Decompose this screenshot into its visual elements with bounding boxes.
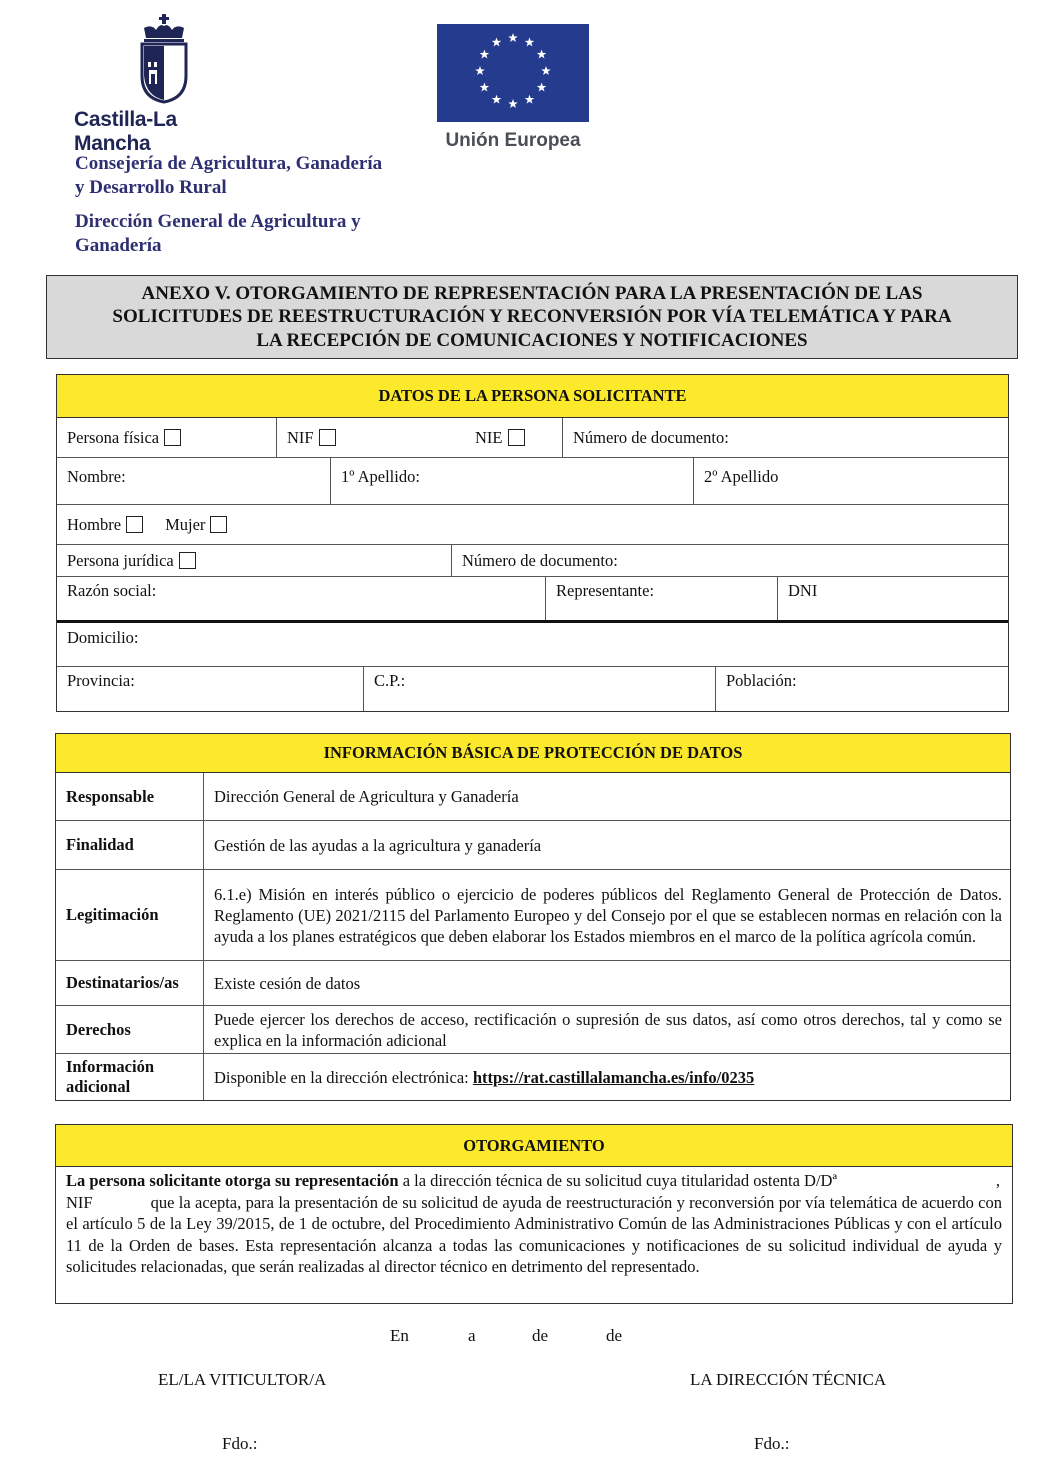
annex-title-line-1: ANEXO V. OTORGAMIENTO DE REPRESENTACIÓN PARA LA PRESENTACIÓN DE LAS [141, 282, 923, 304]
annex-title-line-3: LA RECEPCIÓN DE COMUNICACIONES Y NOTIFICACIONES [256, 329, 808, 351]
crown-shield-emblem-icon [138, 14, 190, 104]
protection-label: Información adicional [56, 1054, 204, 1100]
protection-row-informacion-adicional [56, 1054, 1010, 1100]
protection-value: Existe cesión de datos [214, 973, 361, 993]
location-row [57, 667, 1008, 711]
representante-label: Representante: [556, 581, 655, 600]
department-name: Consejería de Agricultura, Ganadería y Desarrollo Rural [75, 153, 383, 198]
razon-social-field[interactable] [57, 577, 545, 620]
protection-row-responsable [56, 773, 1010, 821]
grant-heading: OTORGAMIENTO [56, 1125, 1012, 1167]
annex-title-line-2: SOLICITUDES DE REESTRUCTURACIÓN Y RECONVERSIÓN POR VÍA TELEMÁTICA Y PARA [112, 306, 952, 328]
directorate-name: Dirección General de Agricultura y Ganadería [75, 211, 361, 256]
representante-field[interactable] [545, 577, 777, 620]
protection-label: Derechos [56, 1006, 204, 1053]
domicilio-field[interactable] [57, 623, 1008, 666]
castilla-la-mancha-logo [74, 14, 254, 155]
nif-label: NIF [287, 427, 314, 447]
provincia-label: Provincia: [67, 671, 135, 690]
document-number-field[interactable] [562, 418, 1008, 457]
persona-fisica-label: Persona física [67, 427, 160, 447]
regional-logo-text: Castilla-La Mancha [74, 108, 177, 155]
eu-star-icon [480, 50, 490, 59]
dni-label: DNI [788, 581, 818, 600]
place-date-a: a [468, 1326, 476, 1345]
grant-nif-label: NIF [66, 1192, 93, 1212]
document-number-label: Número de documento: [573, 427, 729, 447]
eu-star-icon [537, 83, 547, 92]
razon-social-label: Razón social: [67, 581, 157, 600]
protection-label: Legitimación [56, 870, 204, 960]
apellido1-field[interactable] [330, 458, 693, 504]
eu-stars-icon [437, 24, 589, 122]
eu-flag-logo [437, 24, 589, 122]
applicant-signature-role: EL/LA VITICULTOR/A [158, 1370, 327, 1389]
sex-row [57, 505, 1008, 545]
nif-checkbox[interactable] [319, 429, 336, 446]
cp-label: C.P.: [374, 671, 406, 690]
poblacion-field[interactable] [715, 667, 1008, 711]
protection-label: Finalidad [56, 821, 204, 869]
place-date-de-2: de [606, 1326, 623, 1345]
grant-bold-intro: La persona solicitante otorga su representación [66, 1171, 399, 1190]
legal-person-row [57, 545, 1008, 577]
protection-row-destinatarios [56, 961, 1010, 1006]
protection-row-finalidad [56, 821, 1010, 870]
protection-row-derechos [56, 1006, 1010, 1054]
protection-label: Responsable [56, 773, 204, 820]
eu-star-icon [537, 50, 547, 59]
domicilio-label: Domicilio: [67, 628, 139, 647]
company-row [57, 577, 1008, 623]
apellido1-label: 1º Apellido: [341, 467, 420, 486]
additional-info-link[interactable]: https://rat.castillalamancha.es/info/0235 [472, 1067, 755, 1087]
poblacion-label: Población: [726, 671, 797, 690]
dni-field[interactable] [777, 577, 1008, 620]
protection-value: Dirección General de Agricultura y Ganadería [214, 787, 519, 806]
data-protection-heading: INFORMACIÓN BÁSICA DE PROTECCIÓN DE DATOS [56, 734, 1010, 773]
eu-star-icon [541, 66, 551, 75]
address-row [57, 623, 1008, 667]
applicant-data-section [56, 374, 1009, 712]
persona-juridica-label: Persona jurídica [67, 550, 174, 570]
legal-document-number-field[interactable] [451, 545, 1008, 576]
eu-star-icon [475, 66, 485, 75]
applicant-section-heading: DATOS DE LA PERSONA SOLICITANTE [57, 375, 1008, 418]
eu-star-icon [525, 37, 535, 46]
grant-name-comma: , [995, 1171, 1000, 1190]
protection-label: Destinatarios/as [56, 961, 204, 1005]
grant-section [55, 1124, 1013, 1304]
eu-logo-text: Unión Europea [445, 130, 581, 151]
cp-field[interactable] [363, 667, 715, 711]
hombre-label: Hombre [67, 514, 122, 534]
technical-director-signature-field[interactable]: Fdo.: [754, 1434, 790, 1453]
name-row [57, 458, 1008, 505]
eu-star-icon [492, 95, 502, 104]
eu-star-icon [492, 37, 502, 46]
eu-star-icon [508, 33, 518, 42]
nombre-field[interactable] [57, 458, 330, 504]
apellido2-field[interactable] [693, 458, 1008, 504]
protection-value: Gestión de las ayudas a la agricultura y ganadería [214, 835, 542, 855]
persona-fisica-checkbox[interactable] [164, 429, 181, 446]
hombre-checkbox[interactable] [126, 516, 143, 533]
eu-star-icon [508, 99, 518, 108]
nie-checkbox[interactable] [508, 429, 525, 446]
protection-value: 6.1.e) Misión en interés público o ejercicio de poderes públicos del Reglamento General de Protección de Datos. Reglamento (UE) 2021/2115 del Parlamento Europeo y del Consejo por el que se establecen normas en relación con la ayuda a los planes estratégicos que deben elaborar los Estados miembros en el marco de la política agrícola común. [214, 884, 1002, 946]
data-protection-section [55, 733, 1011, 1101]
persona-juridica-checkbox[interactable] [179, 552, 196, 569]
annex-title [46, 275, 1018, 359]
nombre-label: Nombre: [67, 467, 126, 486]
eu-star-icon [525, 95, 535, 104]
place-date-de-1: de [532, 1326, 549, 1345]
eu-star-icon [480, 83, 490, 92]
mujer-label: Mujer [165, 514, 206, 534]
legal-document-number-label: Número de documento: [462, 550, 618, 570]
provincia-field[interactable] [57, 667, 363, 711]
mujer-checkbox[interactable] [210, 516, 227, 533]
protection-value: Puede ejercer los derechos de acceso, rectificación o supresión de sus datos, así como otros derechos, tal y como se explica en la información adicional [214, 1009, 1002, 1050]
protection-value: Disponible en la dirección electrónica: https://rat.castillalamancha.es/info/0235 [214, 1067, 755, 1087]
grant-text-part2: que la acepta, para la presentación de su solicitud de ayuda de reestructuración y reconversión por vía telemática de acuerdo con el artículo 5 de la Ley 39/2015, de 1 de octubre, del Procedimiento Administrativo Común de las Administraciones Públicas y con el artículo 11 de la Orden de bases. Esta representación alcanza a todas las comunicaciones y notificaciones de su solicitud individual de ayuda y solicitudes relacionadas, que serán realizadas al director técnico en detrimento del representado. [66, 1192, 1002, 1277]
grant-text-part1: a la dirección técnica de su solicitud cuya titularidad ostenta D/Dª [398, 1171, 838, 1190]
applicant-signature-field[interactable]: Fdo.: [222, 1434, 258, 1453]
technical-director-signature-role: LA DIRECCIÓN TÉCNICA [690, 1370, 887, 1389]
id-type-row [57, 418, 1008, 458]
nie-label: NIE [475, 427, 503, 447]
protection-row-legitimacion [56, 870, 1010, 961]
apellido2-label: 2º Apellido [704, 467, 779, 486]
place-date-en: En [390, 1326, 409, 1345]
grant-text [56, 1167, 1012, 1278]
